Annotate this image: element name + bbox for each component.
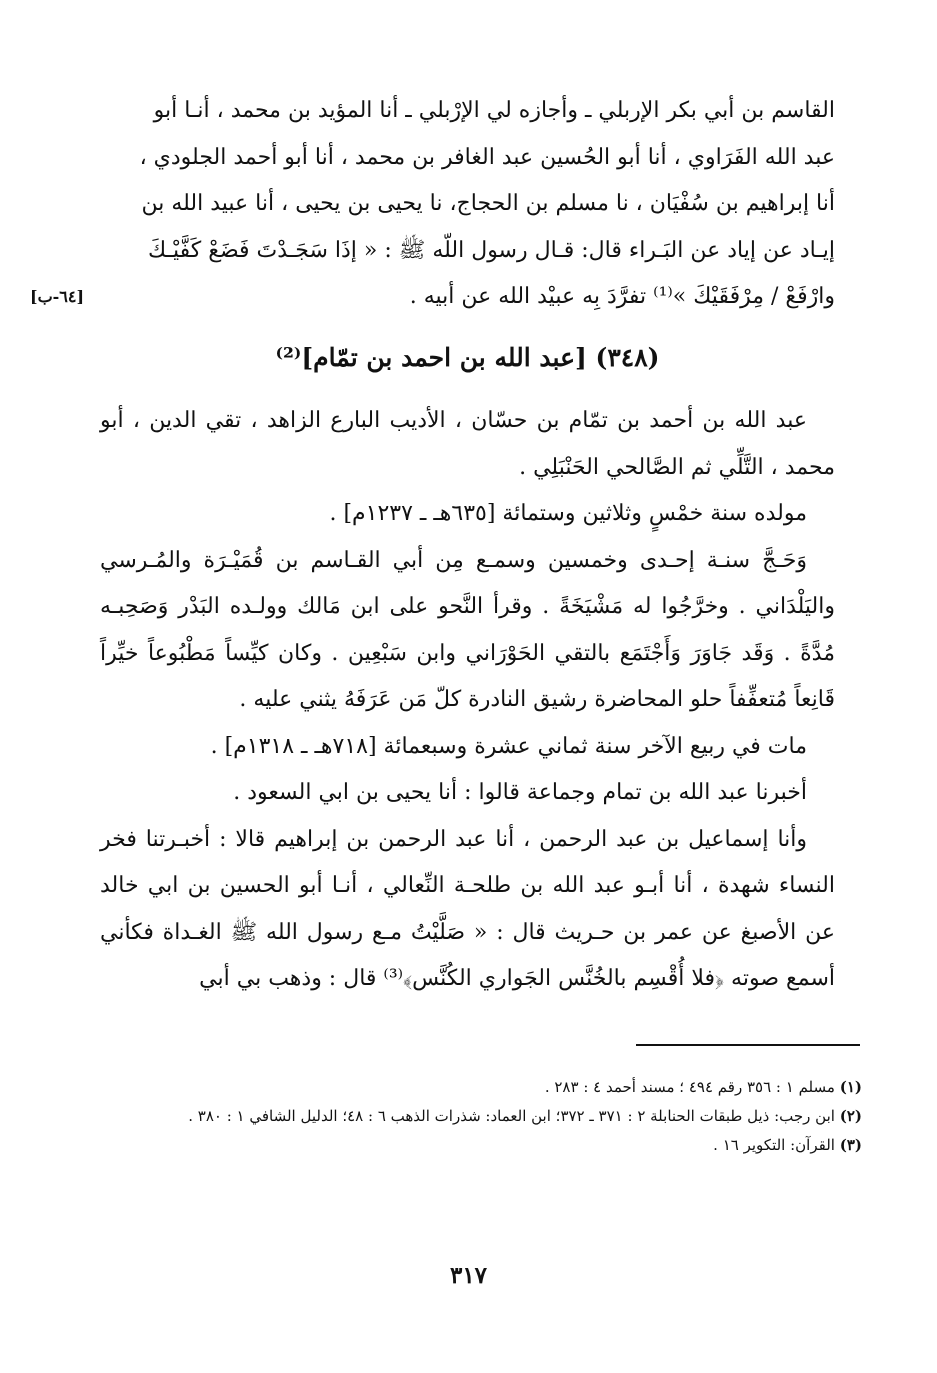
footnote-number: (٢) — [839, 1107, 862, 1125]
paragraph: عبد الله بن أحمد بن تمّام بن حسّان ، الأديب البارع الزاهد ، تقي الدين ، أبو محمد ، التَّلِّي ثم الصَّالحي الحَنْبَلِي . — [100, 408, 835, 480]
page-number: ٣١٧ — [449, 1262, 488, 1289]
paragraph: وَحَـجَّ سنـة إحـدى وخمسين وسمـع مِن أبي القـاسم بن قُمَيْـرَة والمُـرسي واليَلْدَاني . وخرَّجُوا له مَشْيَخَةً . وقرأ النَّحو على ابن مَالك وولـده البَدْر وَصَحِبـه مُدَّةً . وَقَد جَاوَرَ وَأَجْتَمَع بالتقي الحَوْرَاني وابن سَبْعِين . وكان كيِّساً مَطْبُوعاً خيِّراً قَانِعاً مُتعفِّفاً حلو المحاضرة رشيق النادرة كلّ مَن عَرَفَهُ يثني عليه . — [100, 547, 835, 712]
footnote — [100, 1131, 862, 1160]
footnote-text: ابن رجب: ذيل طبقات الحنابلة ٢ : ٣٧١ ـ ٣٧٢؛ ابن العماد: شذرات الذهب ٦ : ٤٨؛ الدليل الشافي ١ : ٣٨٠ . — [188, 1107, 835, 1125]
text-line: إيـاد عن إياد عن البَـراء قال: قـال رسول اللّه ﷺ : « إذَا سَجَـدْتَ فَضَعْ كَفَّيْـكَ — [148, 237, 835, 263]
paragraph: وأنا إسماعيل بن عبد الرحمن ، أنا عبد الرحمن بن إبراهيم قالا : أخبـرتنا فخر النساء شهدة ، أنا أبـو عبد الله بن طلحـة النِّعالي ، أنـا أبو الحسين بن ابي خالد عن الأصبغ عن عمر بن حـريث قال : « صَلَّيْتُ مـع رسول الله ﷺ الغـداة فكأني أسمع صوته ﴿فلا أُقْسِم بالخُنَّس الجَواري الكُنَّس﴾⁽³⁾ قال : وذهب بي أبي — [100, 826, 835, 991]
text-line: عبد الله الفَرَاوي ، أنا أبو الحُسين عبد الغافر بن محمد ، أنا أبو أحمد الجلودي ، — [139, 144, 835, 170]
footnotes — [100, 1073, 862, 1160]
manuscript-folio-marker: [٦٤-ب] — [30, 287, 85, 306]
entry-heading: (٣٤٨) [عبد الله بن احمد بن تمّام]⁽²⁾ — [275, 343, 660, 372]
footnote — [100, 1073, 862, 1102]
paragraph: مولده سنة خمْسٍ وثلاثين وستمائة [٦٣٥هـ ـ ١٢٣٧م] . — [329, 501, 807, 526]
text-line: أنا إبراهيم بن سُفْيَان ، نا مسلم بن الحجاج، نا يحيى بن يحيى ، أنا عبيد الله بن — [141, 191, 835, 216]
biography-text — [100, 398, 835, 1003]
footnote-text: القرآن: التكوير ١٦ . — [713, 1136, 835, 1154]
footnote-number: (١) — [839, 1078, 862, 1096]
footnote-divider — [636, 1044, 860, 1046]
paragraph: أخبرنا عبد الله بن تمام وجماعة قالوا : أنا يحيى بن ابي السعود . — [233, 780, 807, 805]
continued-text-block — [100, 88, 835, 321]
paragraph: مات في ربيع الآخر سنة ثماني عشرة وسبعمائة [٧١٨هـ ـ ١٣١٨م] . — [210, 733, 807, 759]
footnote — [100, 1102, 862, 1131]
text-line: وارْفَعْ / مِرْفَقَيْكَ »⁽¹⁾ تفرَّدَ بِه عبيْد الله عن أبيه . — [409, 284, 835, 309]
text-line: القاسم بن أبي بكر الإربلي ـ وأجازه لي الإرْبلي ـ أنا المؤيد بن محمد ، أنـا أبو — [153, 98, 835, 123]
footnote-number: (٣) — [839, 1136, 862, 1154]
footnote-text: مسلم ١ : ٣٥٦ رقم ٤٩٤ ؛ مسند أحمد ٤ : ٢٨٣ . — [544, 1078, 835, 1096]
